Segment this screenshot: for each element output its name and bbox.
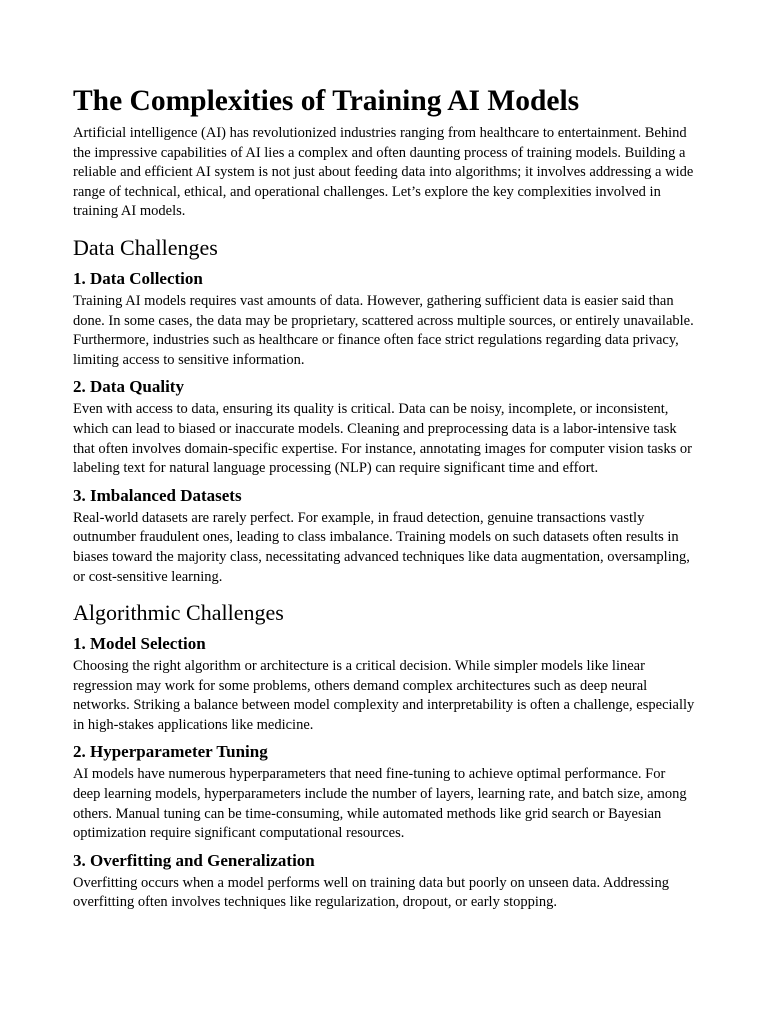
subsection-body: Training AI models requires vast amounts of data. However, gathering sufficient data is easier said than done. In some cases, the data may be proprietary, scattered across multiple sources, or entirely unavailable. Furthermore, industries such as healthcare or finance often face strict regulations regarding data privacy, limiting access to sensitive information. [73, 292, 694, 368]
document-page [73, 82, 695, 913]
subsection-heading: 1. Model Selection [73, 634, 206, 654]
subsection-body: Real-world datasets are rarely perfect. For example, in fraud detection, genuine transactions vastly outnumber fraudulent ones, leading to class imbalance. Training models on such datasets often results in biases toward the majority class, necessitating advanced techniques like data augmentation, oversampling, or cost-sensitive learning. [73, 509, 690, 585]
subsection-body: Even with access to data, ensuring its quality is critical. Data can be noisy, incomplete, or inconsistent, which can lead to biased or inaccurate models. Cleaning and preprocessing data is a labor-intensive task that often involves domain-specific expertise. For instance, annotating images for computer vision tasks or labeling text for natural language processing (NLP) can require significant time and effort. [73, 401, 692, 477]
subsection-body: Choosing the right algorithm or architecture is a critical decision. While simpler models like linear regression may work for some problems, others demand complex architectures such as deep neural networks. Striking a balance between model complexity and interpretability is often a challenge, especially in high-stakes applications like medicine. [73, 658, 695, 733]
intro-paragraph: Artificial intelligence (AI) has revolutionized industries ranging from healthcare to entertainment. Behind the impressive capabilities of AI lies a complex and often daunting process of training models. Building a reliable and efficient AI system is not just about feeding data into algorithms; it involves addressing a wide range of technical, ethical, and operational challenges. Let’s explore the key complexities involved in training AI models. [73, 125, 694, 220]
subsection-body: Overfitting occurs when a model performs well on training data but poorly on unseen data. Addressing overfitting often involves techniques like regularization, dropout, or early stopping. [73, 874, 669, 911]
subsection-heading: 3. Overfitting and Generalization [73, 850, 315, 870]
subsection-heading: 3. Imbalanced Datasets [73, 485, 242, 505]
subsection-heading: 2. Hyperparameter Tuning [73, 742, 268, 762]
section-heading: Data Challenges [73, 234, 218, 260]
document-title: The Complexities of Training AI Models [73, 85, 580, 117]
subsection-body: AI models have numerous hyperparameters that need fine-tuning to achieve optimal performance. For deep learning models, hyperparameters include the number of layers, learning rate, and batch size, among others. Manual tuning can be time-consuming, while automated methods like grid search or Bayesian optimization require significant computational resources. [73, 766, 687, 842]
section-heading: Algorithmic Challenges [73, 600, 284, 626]
section-algorithmic-challenges [73, 599, 695, 913]
subsection-heading: 1. Data Collection [73, 268, 203, 288]
section-data-challenges [73, 234, 695, 587]
subsection-heading: 2. Data Quality [73, 377, 184, 397]
